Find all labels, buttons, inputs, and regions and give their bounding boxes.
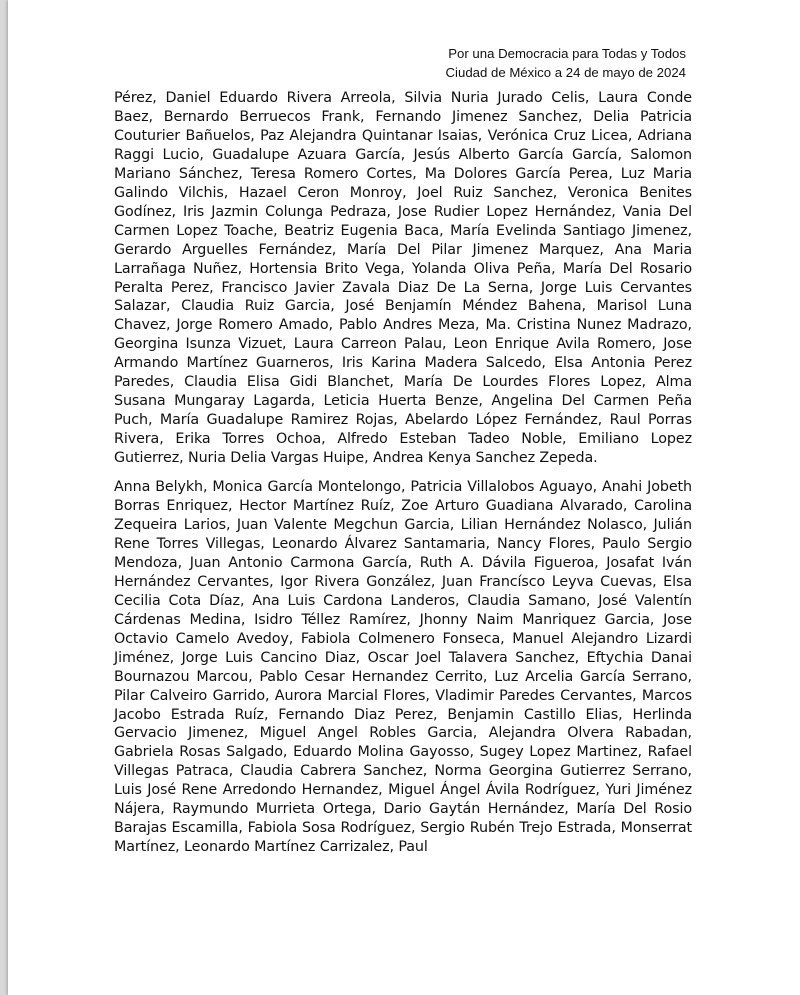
document-page [8, 0, 800, 995]
header-slogan: Por una Democracia para Todas y Todos [448, 46, 686, 61]
header-place-date: Ciudad de México a 24 de mayo de 2024 [445, 65, 686, 80]
signatory-paragraph-2: Anna Belykh, Monica García Montelongo, Patricia Villalobos Aguayo, Anahi Jobeth Borras Enriquez, Hector Martínez Ruíz, Zoe Arturo Guadiana Alvarado, Carolina Zequeira Larios, Juan Valente Megchun Garcia, Lilian Hernández Nolasco, Julián Rene Torres Villegas, Leonardo Álvarez Santamaria, Nancy Flores, Paulo Sergio Mendoza, Juan Antonio Carmona García, Ruth A. Dávila Figueroa, Josafat Iván Hernández Cervantes, Igor Rivera González, Juan Francísco Leyva Cuevas, Elsa Cecilia Cota Díaz, Ana Luis Cardona Landeros, Claudia Samano, José Valentín Cárdenas Medina, Isidro Téllez Ramírez, Jhonny Naim Manriquez Garcia, Jose Octavio Camelo Avedoy, Fabiola Colmenero Fonseca, Manuel Alejandro Lizardi Jiménez, Jorge Luis Cancino Diaz, Oscar Joel Talavera Sanchez, Eftychia Danai Bournazou Marcou, Pablo Cesar Hernandez Cerrito, Luz Arcelia García Serrano, Pilar Calveiro Garrido, Aurora Marcial Flores, Vladimir Paredes Cervantes, Marcos Jacobo Estrada Ruíz, Fernando Diaz Perez, Benjamin Castillo Elias, Herlinda Gervacio Jimenez, Miguel Angel Robles Garcia, Alejandra Olvera Rabadan, Gabriela Rosas Salgado, Eduardo Molina Gayosso, Sugey Lopez Martinez, Rafael Villegas Patraca, Claudia Cabrera Sanchez, Norma Georgina Gutierrez Serrano, Luis José Rene Arredondo Hernandez, Miguel Ángel Ávila Rodríguez, Yuri Jiménez Nájera, Raymundo Murrieta Ortega, Dario Gaytán Hernández, María Del Rosio Barajas Escamilla, Fabiola Sosa Rodríguez, Sergio Rubén Trejo Estrada, Monserrat Martínez, Leonardo Martínez Carrizalez, Paul [114, 479, 692, 856]
document-header [446, 44, 686, 82]
signatory-paragraph-1: Pérez, Daniel Eduardo Rivera Arreola, Silvia Nuria Jurado Celis, Laura Conde Baez, Bernardo Berruecos Frank, Fernando Jimenez Sanchez, Delia Patricia Couturier Bañuelos, Paz Alejandra Quintanar Isaias, Verónica Cruz Licea, Adriana Raggi Lucio, Guadalupe Azuara García, Jesús Alberto García García, Salomon Mariano Sánchez, Teresa Romero Cortes, Ma Dolores García Perea, Luz Maria Galindo Vilchis, Hazael Ceron Monroy, Joel Ruiz Sanchez, Veronica Benites Godínez, Iris Jazmin Colunga Pedraza, Jose Rudier Lopez Hernández, Vania Del Carmen Lopez Toache, Beatriz Eugenia Baca, María Evelinda Santiago Jimenez, Gerardo Arguelles Fernández, María Del Pilar Jimenez Marquez, Ana Maria Larrañaga Nuñez, Hortensia Brito Vega, Yolanda Oliva Peña, María Del Rosario Peralta Perez, Francisco Javier Zavala Diaz De La Serna, Jorge Luis Cervantes Salazar, Claudia Ruiz Garcia, José Benjamín Méndez Bahena, Marisol Luna Chavez, Jorge Romero Amado, Pablo Andres Meza, Ma. Cristina Nunez Madrazo, Georgina Isunza Vizuet, Laura Carreon Palau, Leon Enrique Avila Romero, Jose Armando Martínez Guarneros, Iris Karina Madera Salcedo, Elsa Antonia Perez Paredes, Claudia Elisa Gidi Blanchet, María De Lourdes Flores Lopez, Alma Susana Mungaray Lagarda, Leticia Huerta Benze, Angelina Del Carmen Peña Puch, María Guadalupe Ramirez Rojas, Abelardo López Fernández, Raul Porras Rivera, Erika Torres Ochoa, Alfredo Esteban Tadeo Noble, Emiliano Lopez Gutierrez, Nuria Delia Vargas Huipe, Andrea Kenya Sanchez Zepeda. [114, 90, 692, 467]
signatory-list [114, 89, 692, 857]
